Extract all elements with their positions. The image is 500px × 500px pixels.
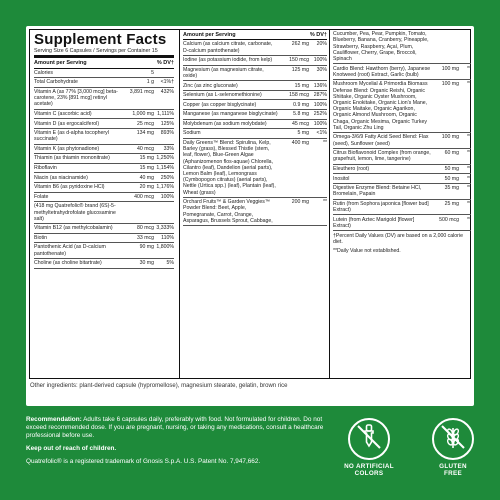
nutrient-amount: 25 mg [444, 200, 459, 207]
nutrient-row [183, 66, 327, 82]
nutrient-name: Niacin (as niacinamide) [34, 174, 88, 181]
nutrient-row [34, 259, 174, 269]
nutrient-dv: 1,250% [156, 155, 174, 162]
nutrient-name: Biotin [34, 234, 47, 241]
nutrient-amount: 90 mg [139, 244, 154, 251]
footnote-dv-not-established: **Daily Value not established. [333, 247, 401, 254]
serving-info: Serving Size 6 Capsules / Servings per Container 15 [34, 48, 174, 58]
nutrient-row [34, 119, 174, 129]
nutrient-row [34, 234, 174, 244]
nutrient-dv: 136% [313, 82, 327, 89]
nutrient-name: Calcium (as calcium citrate, carbonate, D-calcium pantothenate) [183, 41, 273, 54]
nutrient-dv: 893% [160, 130, 174, 137]
nutrient-dv: ** [466, 65, 471, 72]
nutrient-amount: 262 mg [291, 41, 309, 48]
nutrient-amount: 15 mg [294, 82, 309, 89]
nutrient-row [333, 133, 471, 149]
nutrient-name: Vitamin C (ascorbic acid) [34, 110, 92, 117]
badge-label: NO ARTIFICIAL COLORS [344, 463, 394, 478]
nutrient-amount: 40 mcg [136, 145, 154, 152]
nutrient-dv: 1,111% [157, 110, 174, 117]
nutrient-amount: 50 mg [444, 165, 459, 172]
nutrient-amount: 30 mg [139, 260, 154, 267]
nutrient-amount: 60 mg [444, 150, 459, 157]
nutrient-row [34, 224, 174, 234]
nutrient-dv: 125% [160, 120, 174, 127]
nutrient-dv: ** [466, 150, 471, 157]
nutrient-row [333, 174, 471, 184]
nutrient-list-1 [34, 69, 174, 269]
nutrient-row [183, 91, 327, 101]
nutrient-row [34, 69, 174, 79]
nutrient-row [333, 64, 471, 80]
nutrient-row [34, 88, 174, 110]
nutrient-dv: <1% [316, 130, 327, 137]
nutrient-row [34, 173, 174, 183]
nutrient-name: Calories [34, 69, 54, 76]
nutrient-row [183, 40, 327, 56]
nutrient-dv: ** [466, 165, 471, 172]
nutrient-name: Copper (as copper bisglycinate) [183, 101, 257, 108]
nutrient-amount: 100 mg [441, 81, 459, 88]
nutrient-row [34, 183, 174, 193]
nutrient-row [333, 165, 471, 175]
nutrient-amount [435, 31, 459, 62]
nutrient-dv: 110% [161, 234, 174, 241]
nutrient-dv: ** [466, 200, 471, 207]
nutrient-row [333, 80, 471, 133]
directions-section [26, 416, 326, 471]
nutrient-dv: 1,176% [156, 184, 174, 191]
keep-out-warning [26, 445, 326, 453]
nutrient-row [34, 202, 174, 224]
nutrient-dv: ** [322, 139, 327, 146]
nutrient-amount: 5 [151, 69, 154, 76]
nutrient-amount: 100 mg [441, 134, 459, 141]
nutrient-name: Mushroom Mycelial & Primordia Biomass Defense Blend: Organic Reishi, Organic Shiitake, Organic Oyster Mushroom, Organic Enokitake, Organic Lion's Mane, Organic Maitake, Organic Agarikon, Organic Almond Mushroom, Organic Chaga, Organic Mesima, Organic Turkey Tail, Organic Zhu Ling [333, 81, 428, 131]
facts-column-3 [329, 30, 471, 378]
nutrient-name: Omega-3/6/9 Fatty Acid Seed Blend: Flax (seed), Sunflower (seed) [333, 134, 429, 147]
nutrient-amount: 150 mcg [289, 57, 309, 64]
nutrient-row [183, 81, 327, 91]
supplement-facts-box [29, 29, 471, 379]
nutrient-row [34, 193, 174, 203]
header-amount: Amount per Serving [183, 31, 236, 38]
nutrient-dv: 1,800% [156, 244, 174, 251]
nutrient-name: Cucumber, Pea, Pear, Pumpkin, Tomato, Blueberry, Banana, Cranberry, Pineapple, Strawberry, Raspberry, Açaí, Plum, Cauliflower, Cherry, Grape, Broccoli, Spinach [333, 31, 429, 62]
nutrient-dv: 100% [313, 101, 327, 108]
nutrient-amount [128, 203, 154, 222]
nutrient-row [183, 198, 327, 226]
nutrient-row [333, 200, 471, 216]
nutrient-amount: 125 mg [291, 66, 309, 73]
nutrient-amount: 33 mcg [136, 234, 154, 241]
footnote-dv: †Percent Daily Values (DV) are based on a 2,000 calorie diet. [333, 233, 463, 246]
nutrient-amount: 15 mg [139, 165, 154, 172]
other-ingredients: Other ingredients: plant-derived capsule (hypromellose), magnesium stearate, gelatin, brown rice [30, 383, 288, 389]
nutrient-dv [154, 203, 174, 222]
badge-no-artificial-colors [336, 418, 402, 478]
dropper-crossed-icon [354, 422, 384, 457]
nutrient-amount: 400 mg [291, 139, 309, 146]
nutrient-amount: 80 mcg [136, 225, 154, 232]
header-dv: % DV† [309, 31, 327, 38]
nutrient-row [34, 129, 174, 145]
nutrient-dv: ** [466, 81, 471, 88]
nutrient-row [34, 78, 174, 88]
nutrient-row [34, 243, 174, 259]
nutrient-name: Riboflavin [34, 165, 57, 172]
nutrient-name: (418 mg Quatrefolic® brand (6S)-5-methyltetrahydrofolate glucosamine salt) [34, 203, 116, 222]
nutrient-row [333, 30, 471, 64]
nutrient-amount: 1,000 mg [132, 110, 154, 117]
nutrient-amount: 45 mcg [291, 120, 309, 127]
nutrient-dv: ** [466, 216, 471, 223]
nutrient-dv: ** [466, 185, 471, 192]
nutrient-name: Vitamin B12 (as methylcobalamin) [34, 225, 113, 232]
nutrient-list-3 [333, 30, 471, 231]
nutrient-row [183, 120, 327, 130]
recommendation-text: Adults take 6 capsules daily, preferably with food. Not formulated for children. Do not exceed recommended dose. If you are pregnant, nursing, or taking any medications, consult a healthcare professional before use. [26, 416, 324, 439]
nutrient-amount: 40 mg [139, 174, 154, 181]
nutrient-name: Daily Greens™ Blend: Spirulina, Kelp, Barley (grass), Blessed Thistle (stem, leaf, flower), Blue-Green Algae (Aphanizomenon flos-aquae) Chlorella, Cilantro (leaf), Dandelion (aerial parts), Lemon Balm (leaf), Lemongrass (Cymbopogon citratus) (aerial parts), Nettle (Urtica spp.) (leaf), Plantain (leaf), Wheat (grass) [183, 139, 276, 196]
facts-column-1 [34, 30, 174, 269]
nutrient-dv: 100% [160, 193, 174, 200]
header-amount: Amount per Serving [34, 60, 87, 66]
nutrient-row [333, 149, 471, 165]
nutrient-amount: 200 mg [291, 199, 309, 206]
nutrient-name: Folate [34, 193, 49, 200]
nutrient-dv: 20% [316, 41, 327, 48]
nutrient-row [34, 145, 174, 155]
nutrient-row [333, 184, 471, 200]
nutrient-name: Rutin (from Sophora japonica [flower bud] Extract) [333, 200, 429, 214]
nutrient-dv: <1%† [160, 79, 174, 86]
badge-label: GLUTEN FREE [439, 463, 467, 478]
nutrient-dv: 100% [313, 120, 327, 127]
badge-gluten-free [420, 418, 486, 478]
nutrient-amount: 134 mg [136, 130, 154, 137]
nutrient-name: Vitamin D (as ergocalciferol) [34, 120, 100, 127]
nutrient-dv: 287% [313, 92, 327, 99]
keep-out-text: Keep out of reach of children. [26, 445, 117, 452]
nutrient-row [183, 100, 327, 110]
recommendation [26, 416, 326, 440]
nutrient-amount: 15 mg [139, 155, 154, 162]
nutrient-row [34, 110, 174, 120]
nutrient-dv: 252% [313, 111, 327, 118]
wheat-crossed-icon [438, 422, 468, 457]
nutrient-name: Selenium (as L-selenomethionine) [183, 92, 262, 99]
nutrient-name: Vitamin A (as 77% [3,000 mcg] beta-carotene, 23% [891 mcg] retinyl acetate) [34, 88, 118, 108]
nutrient-amount: 1 g [146, 79, 154, 86]
header-dv: % DV† [156, 60, 174, 66]
nutrient-dv: 3,333% [156, 225, 174, 232]
nutrient-row [34, 154, 174, 164]
nutrient-amount: 25 mcg [136, 120, 154, 127]
nutrient-amount: 400 mcg [134, 193, 154, 200]
nutrient-amount: 3,891 mcg [129, 88, 154, 95]
nutrient-dv: 250% [160, 174, 174, 181]
nutrient-name: Cardio Blend: Hawthorn (berry), Japanese Knotweed (root) Extract, Garlic (bulb) [333, 65, 431, 78]
nutrient-row [183, 139, 327, 198]
nutrient-dv: ** [466, 175, 471, 182]
nutrient-name: Citrus Bioflavonoid Complex (from orange, grapefruit, lemon, lime, tangerine) [333, 150, 431, 163]
nutrient-dv: ** [322, 199, 327, 206]
nutrient-name: Total Carbohydrate [34, 79, 78, 86]
nutrient-dv: 100% [313, 57, 327, 64]
label-panel [26, 26, 474, 406]
nutrient-amount: 50 mg [444, 175, 459, 182]
recommendation-label: Recommendation: [26, 416, 82, 423]
nutrient-row [333, 215, 471, 231]
nutrient-name: Digestive Enzyme Blend: Betaine HCl, Bromelain, Papain [333, 185, 422, 198]
nutrient-dv [154, 70, 174, 76]
nutrient-name: Lutein (from Aztec Marigold [flower] Extract) [333, 216, 415, 229]
nutrient-name: Eleuthero (root) [333, 165, 370, 172]
nutrient-amount: 0.9 mg [293, 101, 309, 108]
column-header [34, 58, 174, 68]
nutrient-dv: 30% [316, 66, 327, 73]
nutrient-row [183, 129, 327, 139]
nutrient-amount: 5 mg [297, 130, 309, 137]
nutrient-name: Sodium [183, 130, 201, 137]
nutrient-amount: 5.8 mg [293, 111, 309, 118]
nutrient-name: Molybdenum (as sodium molybdate) [183, 120, 267, 127]
nutrient-amount: 20 mg [139, 184, 154, 191]
nutrient-row [34, 164, 174, 174]
nutrient-name: Choline (as choline bitartrate) [34, 260, 102, 267]
nutrient-name: Thiamin (as thiamin mononitrate) [34, 155, 110, 162]
nutrient-name: Zinc (as zinc gluconate) [183, 82, 238, 89]
column-header [183, 30, 327, 40]
nutrient-row [183, 56, 327, 66]
facts-title: Supplement Facts [34, 31, 167, 48]
nutrient-name: Magnesium (as magnesium citrate, oxide) [183, 66, 264, 79]
nutrient-row [183, 110, 327, 120]
nutrient-dv: 432% [160, 88, 174, 95]
nutrient-amount: 35 mg [444, 185, 459, 192]
nutrient-name: Orchard Fruits™ & Garden Veggies™ Powder Blend: Beet, Apple, Pomegranate, Carrot, Orange, Asparagus, Brussels Sprout, Cabbage, [183, 199, 273, 224]
nutrient-amount: 100 mg [441, 65, 459, 72]
nutrient-dv: 5% [166, 260, 174, 267]
nutrient-list-2 [183, 40, 327, 226]
nutrient-dv [459, 31, 471, 62]
nutrient-dv: ** [466, 134, 471, 141]
nutrient-amount: 500 mcg [439, 216, 459, 223]
nutrient-name: Vitamin K (as phytonadione) [34, 145, 100, 152]
nutrient-amount: 158 mcg [289, 92, 309, 99]
nutrient-name: Manganese (as manganese bisglycinate) [183, 111, 278, 118]
trademark-notice: Quatrefolic® is a registered trademark of Gnosis S.p.A. U.S. Patent No. 7,947,662. [26, 458, 261, 465]
nutrient-name: Vitamin B6 (as pyridoxine HCl) [34, 184, 105, 191]
nutrient-name: Inositol [333, 175, 350, 182]
nutrient-dv: 1,154% [156, 165, 174, 172]
nutrient-name: Iodine (as potassium iodide, from kelp) [183, 57, 273, 64]
nutrient-name: Pantothenic Acid (as D-calcium pantothenate) [34, 244, 106, 257]
nutrient-dv: 33% [163, 145, 174, 152]
nutrient-name: Vitamin E (as d-alpha tocopheryl succinate) [34, 130, 109, 143]
facts-column-2 [179, 30, 327, 378]
